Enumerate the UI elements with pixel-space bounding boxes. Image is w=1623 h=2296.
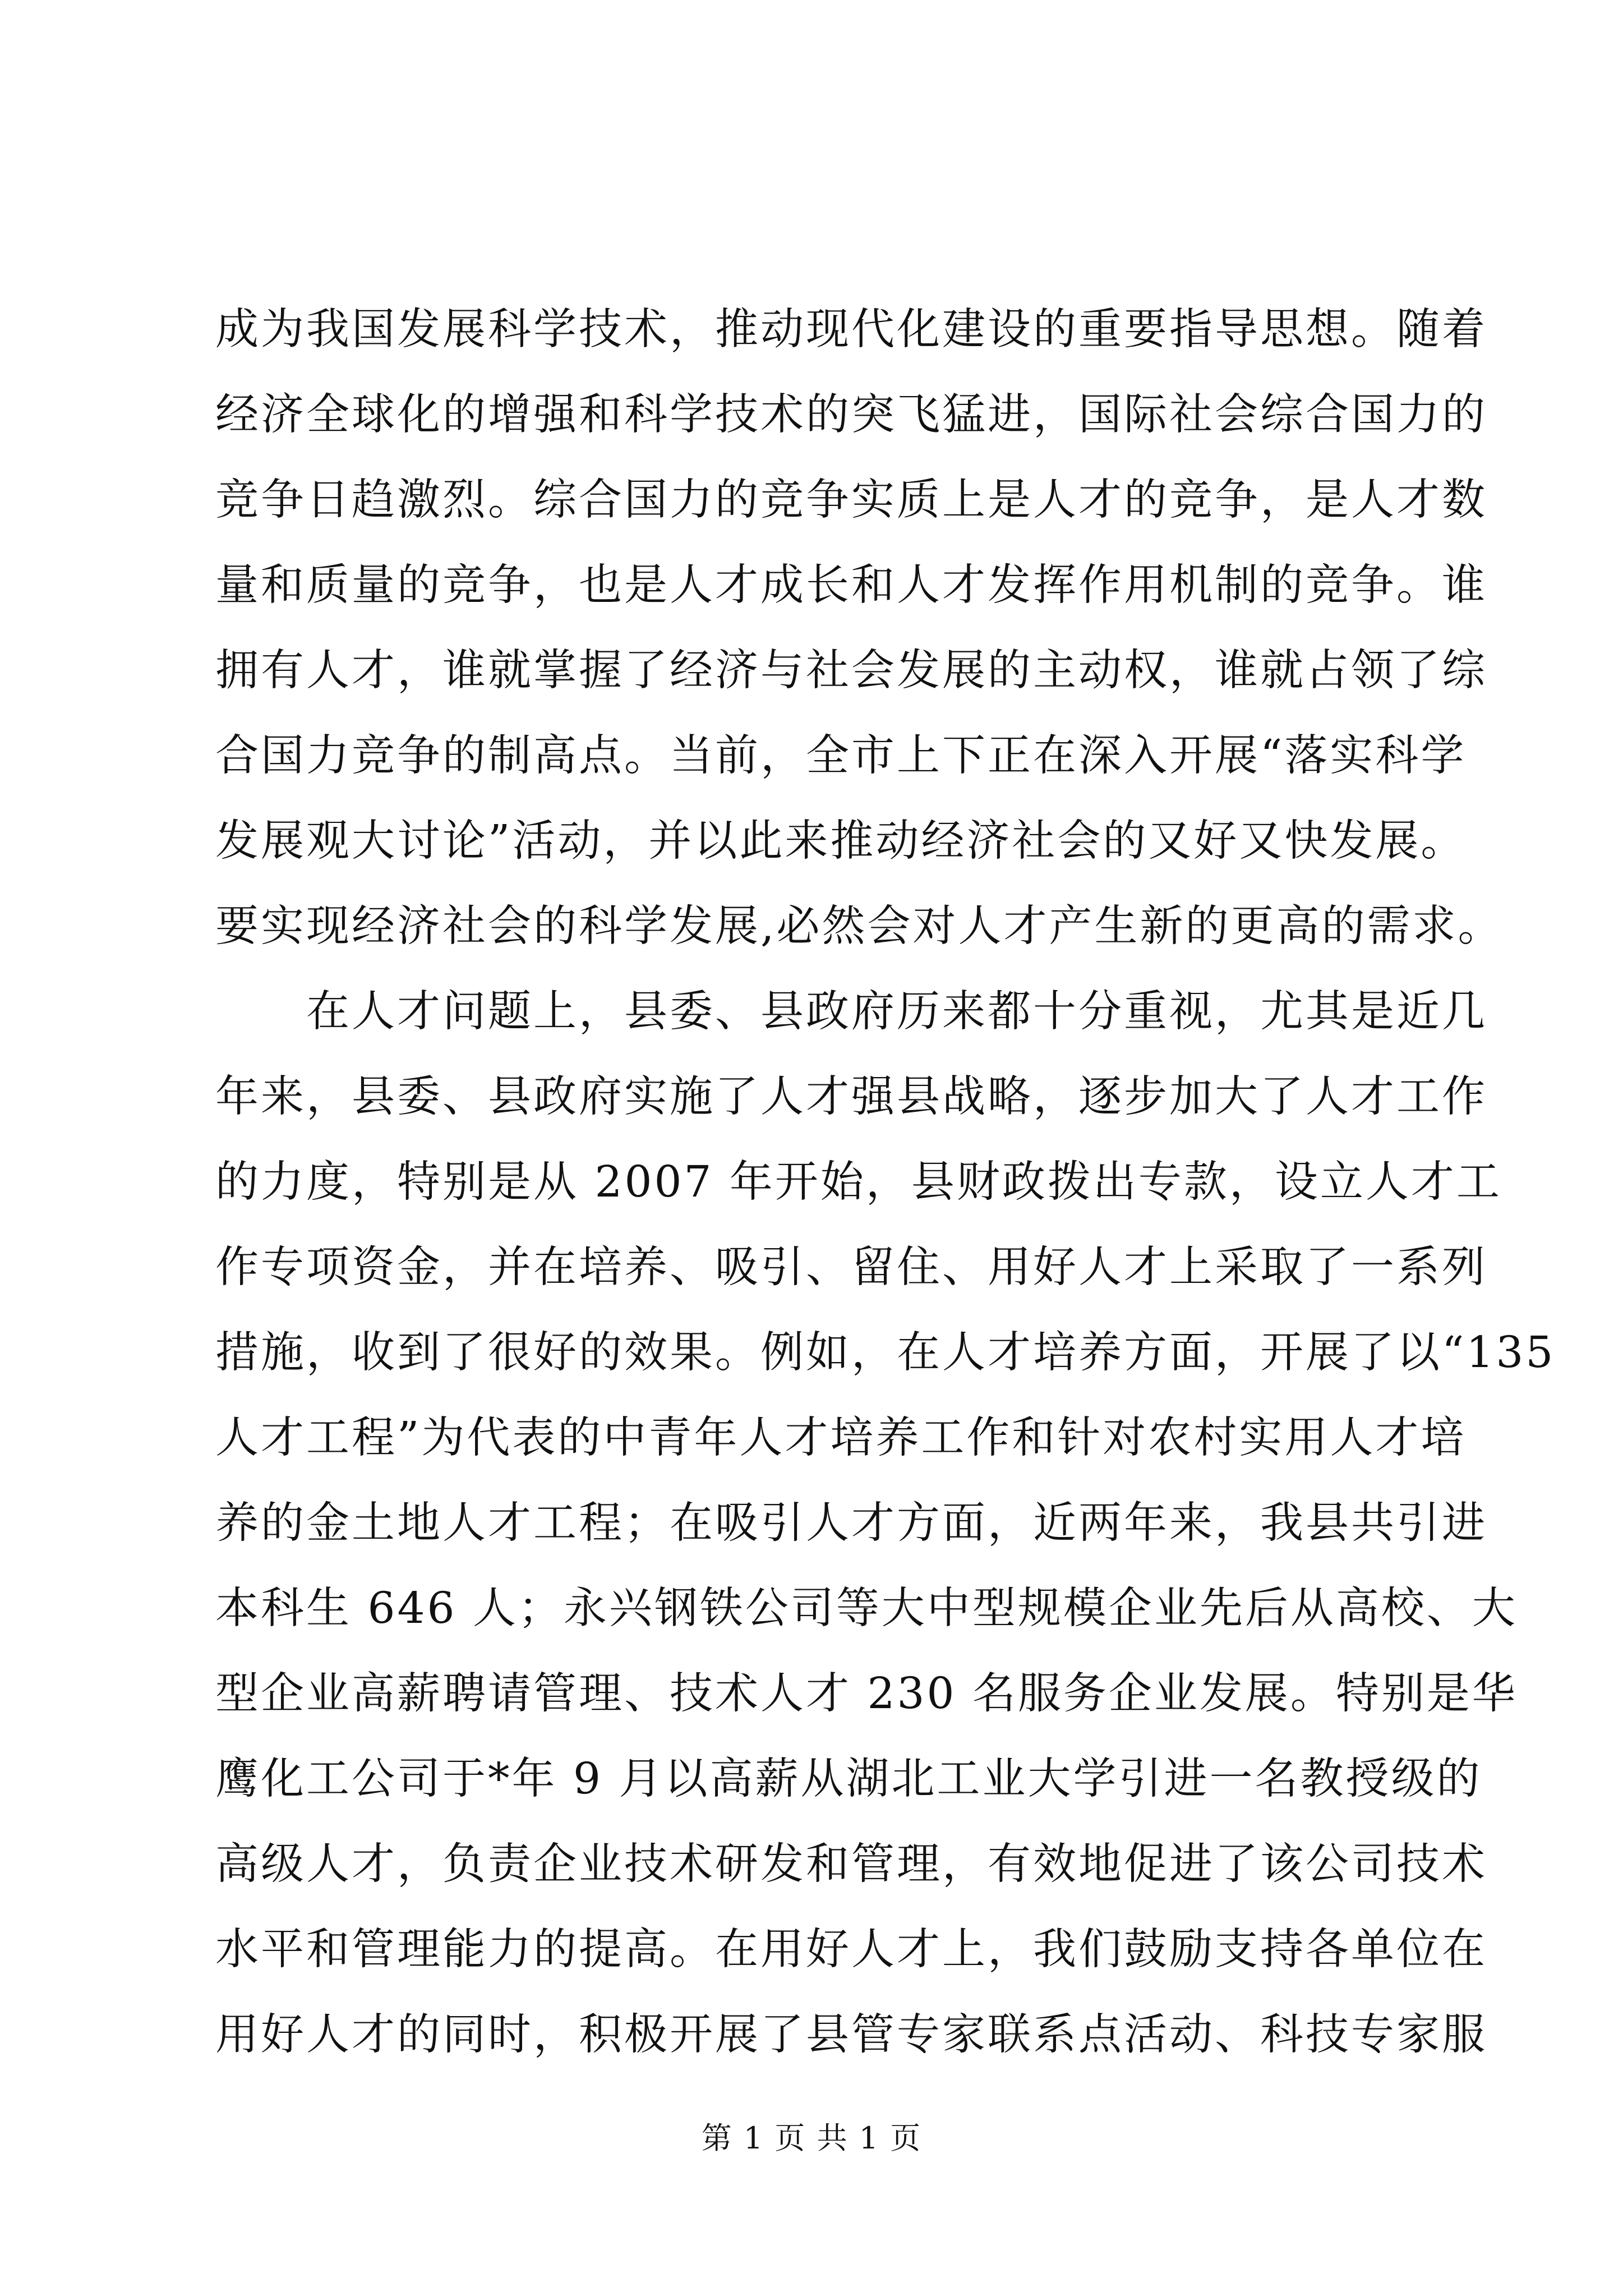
text-line: 人才工程”为代表的中青年人才培养工作和针对农村实用人才培 xyxy=(215,1413,1467,1463)
text-line: 成为我国发展科学技术，推动现代化建设的重要指导思想。随着 xyxy=(215,305,1487,355)
page-number-label: 第 1 页 共 1 页 xyxy=(701,2120,922,2156)
page-footer xyxy=(0,2119,1623,2158)
text-line: 措施，收到了很好的效果。例如，在人才培养方面，开展了以“135 xyxy=(215,1328,1556,1378)
text-line: 拥有人才，谁就掌握了经济与社会发展的主动权，谁就占领了综 xyxy=(215,646,1487,696)
text-line: 水平和管理能力的提高。在用好人才上，我们鼓励支持各单位在 xyxy=(215,1925,1487,1975)
text-line: 年来，县委、县政府实施了人才强县战略，逐步加大了人才工作 xyxy=(215,1072,1487,1122)
text-line: 养的金土地人才工程；在吸引人才方面，近两年来，我县共引进 xyxy=(215,1498,1487,1548)
text-line: 合国力竞争的制高点。当前，全市上下正在深入开展“落实科学 xyxy=(215,731,1467,781)
text-line: 型企业高薪聘请管理、技术人才 230 名服务企业发展。特别是华 xyxy=(215,1669,1518,1719)
text-line: 本科生 646 人；永兴钢铁公司等大中型规模企业先后从高校、大 xyxy=(215,1584,1518,1634)
text-line: 竞争日趋激烈。综合国力的竞争实质上是人才的竞争，是人才数 xyxy=(215,475,1487,525)
text-line: 的力度，特别是从 2007 年开始，县财政拨出专款，设立人才工 xyxy=(215,1157,1502,1207)
text-line: 在人才问题上，县委、县政府历来都十分重视，尤其是近几 xyxy=(306,987,1487,1037)
text-line: 鹰化工公司于*年 9 月以高薪从湖北工业大学引进一名教授级的 xyxy=(215,1754,1482,1804)
text-line: 经济全球化的增强和科学技术的突飞猛进，国际社会综合国力的 xyxy=(215,390,1487,440)
text-line: 作专项资金，并在培养、吸引、留住、用好人才上采取了一系列 xyxy=(215,1243,1487,1292)
text-line: 用好人才的同时，积极开展了县管专家联系点活动、科技专家服 xyxy=(215,2010,1487,2060)
text-line: 要实现经济社会的科学发展,必然会对人才产生新的更高的需求。 xyxy=(215,901,1504,951)
text-line: 发展观大讨论”活动，并以此来推动经济社会的又好又快发展。 xyxy=(215,816,1467,866)
text-line: 量和质量的竞争，也是人才成长和人才发挥作用机制的竞争。谁 xyxy=(215,560,1487,610)
text-line: 高级人才，负责企业技术研发和管理，有效地促进了该公司技术 xyxy=(215,1839,1487,1889)
